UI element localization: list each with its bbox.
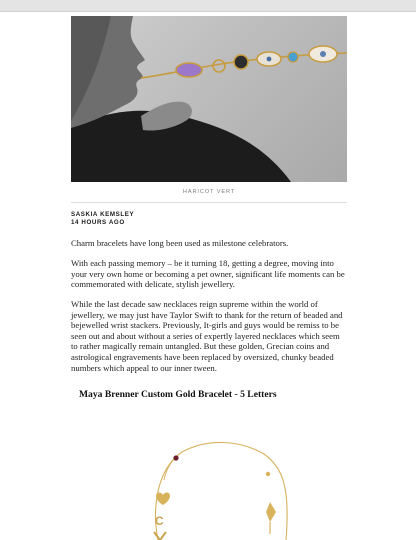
product-image[interactable] <box>120 410 320 540</box>
affiliate-notice-text <box>20 0 396 2</box>
affiliate-notice-bar <box>0 0 416 12</box>
publish-time: 14 HOURS AGO <box>71 219 125 226</box>
hero-photo-illustration <box>71 16 347 182</box>
hero-caption: HARICOT VERT <box>182 189 236 195</box>
hero-image <box>71 16 347 182</box>
svg-text:C: C <box>155 514 164 528</box>
article-paragraph: With each passing memory – be it turning 18, getting a degree, moving into your very own home or becoming a pet owner, significant life moments can be commemorated with delicate, stylish jewellery. <box>71 258 345 290</box>
bracelet-illustration <box>120 410 320 540</box>
divider <box>71 202 347 203</box>
article-paragraph: While the last decade saw necklaces reign supreme within the world of jewellery, we may just have Taylor Swift to thank for the return of beaded and bejewelled wrist stackers. Previously, It-girls and guys would be remiss to be seen out and about without a series of expertly layered necklaces which seem to rather magically remain untangled. But these golden, Grecian coins and astrological engravements have been replaced by oversized, chunky beaded numbers which appeal to our inner tween. <box>71 299 343 373</box>
product-title[interactable]: Maya Brenner Custom Gold Bracelet - 5 Letters <box>79 389 277 400</box>
article-paragraph: Charm bracelets have long been used as milestone celebrators. <box>71 238 289 248</box>
author-name[interactable]: SASKIA KEMSLEY <box>71 211 135 218</box>
